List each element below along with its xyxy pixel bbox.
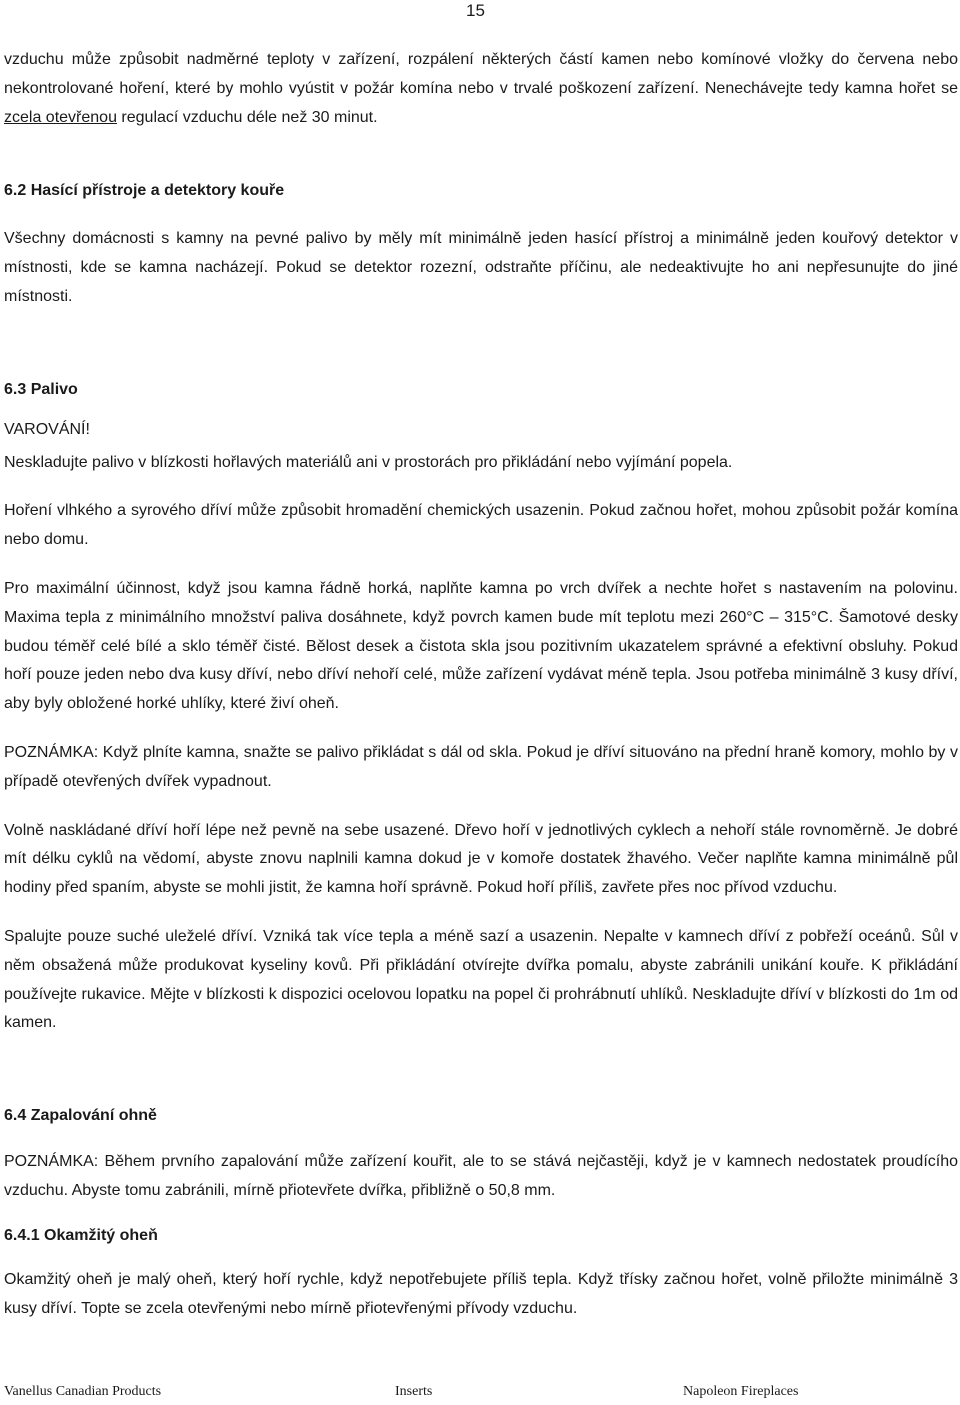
section-heading-6-4: 6.4 Zapalování ohně: [4, 1107, 157, 1125]
paragraph-burn-cycles: Volně naskládané dříví hoří lépe než pevně na sebe usazené. Dřevo hoří v jednotlivých cyklech a nehoří stále rovnoměrně. Je dobré mít délku cyklů na vědomí, abyste znovu naplnili kamna dokud je v komoře dostatek žhavého. Večer naplňte kamna minimálně půl hodiny před spaním, abyste se mohli jistit, že kamna hoří správně. Pokud hoří příliš, zavřete přes noc přívod vzduchu.: [4, 821, 958, 897]
paragraph-loading-note: POZNÁMKA: Když plníte kamna, snažte se palivo přikládat s dál od skla. Pokud je dříví situováno na přední hraně komory, mohlo by v případě otevřených dvířek vypadnout.: [4, 743, 958, 790]
page-footer: [4, 1384, 958, 1404]
paragraph-dry-wood: Spalujte pouze suché uleželé dříví. Vzniká tak více tepla a méně sazí a usazenin. Nepalte v kamnech dříví z pobřeží oceánů. Sůl v něm obsažená může produkovat kyseliny kovů. Při přikládání otvírejte dvířka pomalu, abyste zabránili unikání kouře. K přikládání používejte rukavice. Mějte v blízkosti k dispozici ocelovou lopatku na popel či prohrábnutí uhlíků. Neskladujte dříví v blízkosti do 1m od kamen.: [4, 927, 958, 1032]
paragraph-fuel-storage: Neskladujte palivo v blízkosti hořlavých materiálů ani v prostorách pro přikládání nebo vyjímání popela.: [4, 453, 733, 471]
paragraph-instant-fire: Okamžitý oheň je malý oheň, který hoří rychle, když nepotřebujete příliš tepla. Když třísky začnou hořet, volně přiložte minimálně 3 kusy dříví. Topte se zcela otevřenými nebo mírně přiotevřenými přívody vzduchu.: [4, 1270, 958, 1317]
intro-text-start: vzduchu může způsobit nadměrné teploty v zařízení, rozpálení některých částí kamen nebo komínové vložky do červena nebo nekontrolované hoření, které by mohlo vyústit v požár komína nebo v trvalé poškození zařízení. Nenechávejte tedy kamna hořet se: [4, 51, 958, 97]
paragraph-wet-wood: Hoření vlhkého a syrového dříví může způsobit hromadění chemických usazenin. Pokud začnou hořet, mohou způsobit požár komína nebo domu.: [4, 502, 958, 549]
paragraph-extinguishers: Všechny domácnosti s kamny na pevné palivo by měly mít minimálně jeden hasící přístroj a minimálně jeden kouřový detektor v místnosti, kde se kamna nacházejí. Pokud se detektor rozezní, odstraňte příčinu, ale nedeaktivujte ho ani nepřesunujte do jiné místnosti.: [4, 230, 958, 305]
footer-product-line: Inserts: [395, 1384, 433, 1399]
page-number: 15: [466, 1, 485, 20]
intro-paragraph: [4, 46, 958, 132]
warning-label: VAROVÁNÍ!: [4, 420, 90, 438]
intro-text-end: regulací vzduchu déle než 30 minut.: [116, 108, 378, 126]
intro-underlined-text: zcela otevřenou: [4, 108, 117, 126]
section-heading-6-4-1: 6.4.1 Okamžitý oheň: [4, 1226, 158, 1244]
section-heading-6-3: 6.3 Palivo: [4, 380, 78, 398]
paragraph-first-ignition-note: POZNÁMKA: Během prvního zapalování může zařízení kouřit, ale to se stává nejčastěji, když je v kamnech nedostatek proudícího vzduchu. Abyste tomu zabránili, mírně přiotevřete dvířka, přibližně o 50,8 mm.: [4, 1153, 958, 1199]
paragraph-max-efficiency: Pro maximální účinnost, když jsou kamna řádně horká, naplňte kamna po vrch dvířek a nechte hořet s nastavením na polovinu. Maxima tepla z minimálního množství paliva dosáhnete, když povrch kamen bude mít teplotu mezi 260°C – 315°C. Šamotové desky budou téměř celé bílé a sklo téměř čisté. Bělost desek a čistota skla jsou pozitivním ukazatelem správné a efektivní obsluhy. Pokud hoří pouze jeden nebo dva kusy dříví, nebo dříví nehoří celé, může zařízení vydávat méně tepla. Jsou potřeba minimálně 3 kusy dříví, aby byly obložené horké uhlíky, které živí oheň.: [4, 579, 958, 713]
document-body: [4, 46, 958, 1323]
section-heading-6-2: 6.2 Hasící přístroje a detektory kouře: [4, 182, 285, 200]
footer-company: Vanellus Canadian Products: [4, 1384, 162, 1399]
footer-brand: Napoleon Fireplaces: [683, 1384, 799, 1399]
